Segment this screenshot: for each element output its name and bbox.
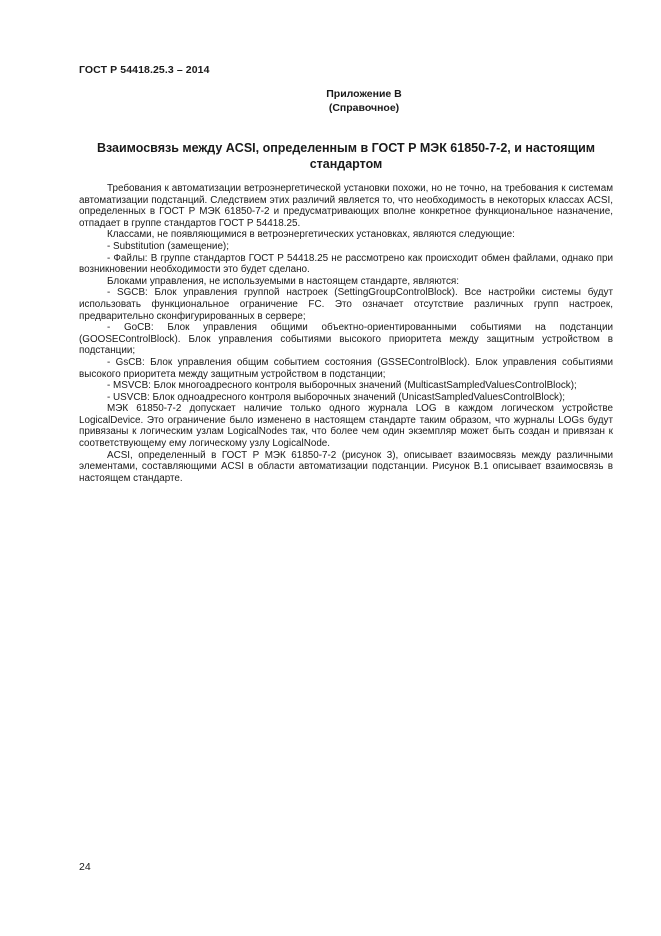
appendix-note: (Справочное) xyxy=(328,102,400,114)
list-item: - Файлы: В группе стандартов ГОСТ Р 54418.25 не рассмотрено как происходит обмен файлами, однако при возникновении необходимости это будет сделано. xyxy=(79,252,613,276)
list-item: - SGCB: Блок управления группой настроек (SettingGroupControlBlock). Все настройки системы будут использовать функциональное ограничение FC. Это означает отсутствие различных групп настроек, предварительно сконфигурированных в сервере; xyxy=(79,287,613,322)
paragraph: Блоками управления, не используемыми в настоящем стандарте, являются: xyxy=(107,275,459,287)
page-number: 24 xyxy=(79,861,91,873)
paragraph: ACSI, определенный в ГОСТ Р МЭК 61850-7-2 (рисунок 3), описывает взаимосвязь между различными элементами, составляющими ACSI в области автоматизации подстанции. Рисунок В.1 описывает взаимосвязь в настоящем стандарте. xyxy=(79,449,613,484)
appendix-label: Приложение В xyxy=(326,88,402,100)
list-item: - GsCB: Блок управления общим событием состояния (GSSEControlBlock). Блок управления событиями высокого приоритета между защитным устройством в подстанции; xyxy=(79,356,613,380)
list-item: - USVCB: Блок одноадресного контроля выборочных значений (UnicastSampledValuesControlBlock); xyxy=(107,391,566,403)
paragraph: Требования к автоматизации ветроэнергетической установки похожи, но не точно, на требования к системам автоматизации подстанций. Следствием этих различий является то, что необходимость в некоторых классах ACSI, определенных в ГОСТ Р МЭК 61850-7-2 и предусматривающих вполне конкретное функциональное назначение, отпадает в группе стандартов ГОСТ Р 54418.25. xyxy=(79,183,613,229)
list-item: - GoCB: Блок управления общими объектно-ориентированными событиями на подстанции (GOOSEControlBlock). Блок управления событиями высокого приоритета между защитным устройством в подстанции; xyxy=(79,322,613,357)
appendix-heading xyxy=(79,87,611,115)
list-item: - Substitution (замещение); xyxy=(107,240,229,252)
paragraph: МЭК 61850-7-2 допускает наличие только одного журнала LOG в каждом логическом устройстве LogicalDevice. Это ограничение было изменено в настоящем стандарте таким образом, что журналы LOGs будут привязаны к логическим узлам LogicalNodes так, что более чем один экземпляр может быть создан и привязан к соответствующему ему логическому узлу LogicalNode. xyxy=(79,403,613,450)
section-title: Взаимосвязь между ACSI, определенным в ГОСТ Р МЭК 61850-7-2, и настоящим стандартом xyxy=(96,141,596,171)
document-header: ГОСТ Р 54418.25.3 – 2014 xyxy=(79,64,210,76)
paragraph: Классами, не появляющимися в ветроэнергетических установках, являются следующие: xyxy=(107,229,515,241)
list-item: - MSVCB: Блок многоадресного контроля выборочных значений (MulticastSampledValuesControlBlock); xyxy=(107,380,577,392)
body-text xyxy=(79,183,613,484)
